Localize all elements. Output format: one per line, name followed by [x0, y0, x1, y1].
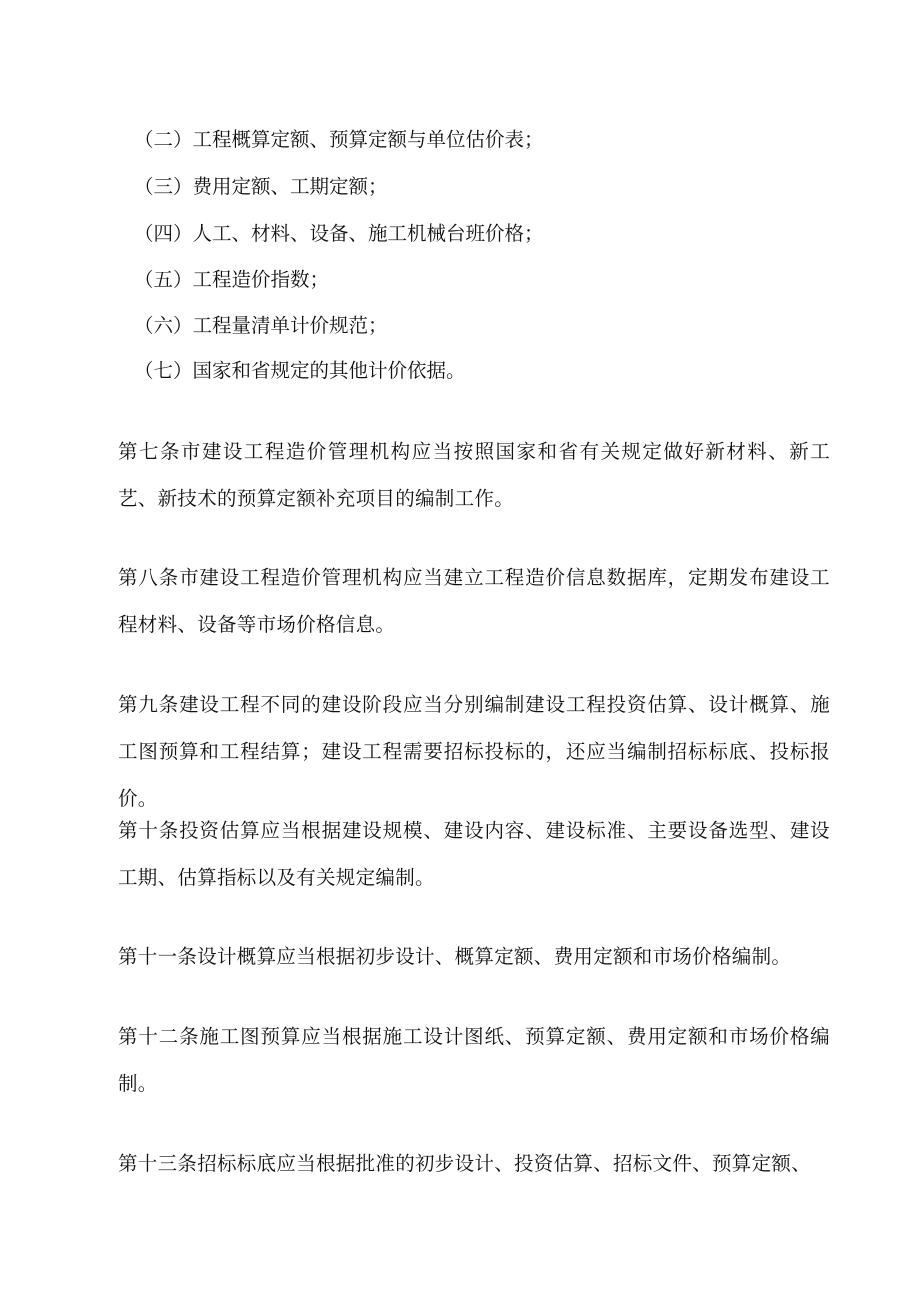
list-item: （四）人工、材料、设备、施工机械台班价格； — [134, 222, 544, 245]
article-11-paragraph: 第十一条设计概算应当根据初步设计、概算定额、费用定额和市场价格编制。 — [118, 945, 792, 968]
article-7-paragraph: 第七条市建设工程造价管理机构应当按照国家和省有关规定做好新材料、新工艺、新技术的预算定额补充项目的编制工作。 — [118, 440, 830, 510]
article-9-paragraph: 第九条建设工程不同的建设阶段应当分别编制建设工程投资估算、设计概算、施工图预算和工程结算；建设工程需要招标投标的，还应当编制招标标底、投标报价。 — [118, 693, 830, 810]
article-8-paragraph: 第八条市建设工程造价管理机构应当建立工程造价信息数据库，定期发布建设工程材料、设备等市场价格信息。 — [118, 566, 830, 636]
list-item: （三）费用定额、工期定额； — [134, 175, 388, 198]
list-item: （六）工程量清单计价规范； — [134, 314, 388, 337]
list-item: （七）国家和省规定的其他计价依据。 — [134, 359, 466, 382]
list-item: （五）工程造价指数； — [134, 268, 330, 291]
article-13-paragraph: 第十三条招标标底应当根据批准的初步设计、投资估算、招标文件、预算定额、 — [118, 1152, 812, 1175]
list-item: （二）工程概算定额、预算定额与单位估价表； — [134, 128, 544, 151]
article-12-paragraph: 第十二条施工图预算应当根据施工设计图纸、预算定额、费用定额和市场价格编制。 — [118, 1025, 830, 1095]
article-10-paragraph: 第十条投资估算应当根据建设规模、建设内容、建设标准、主要设备选型、建设工期、估算指标以及有关规定编制。 — [118, 819, 830, 889]
